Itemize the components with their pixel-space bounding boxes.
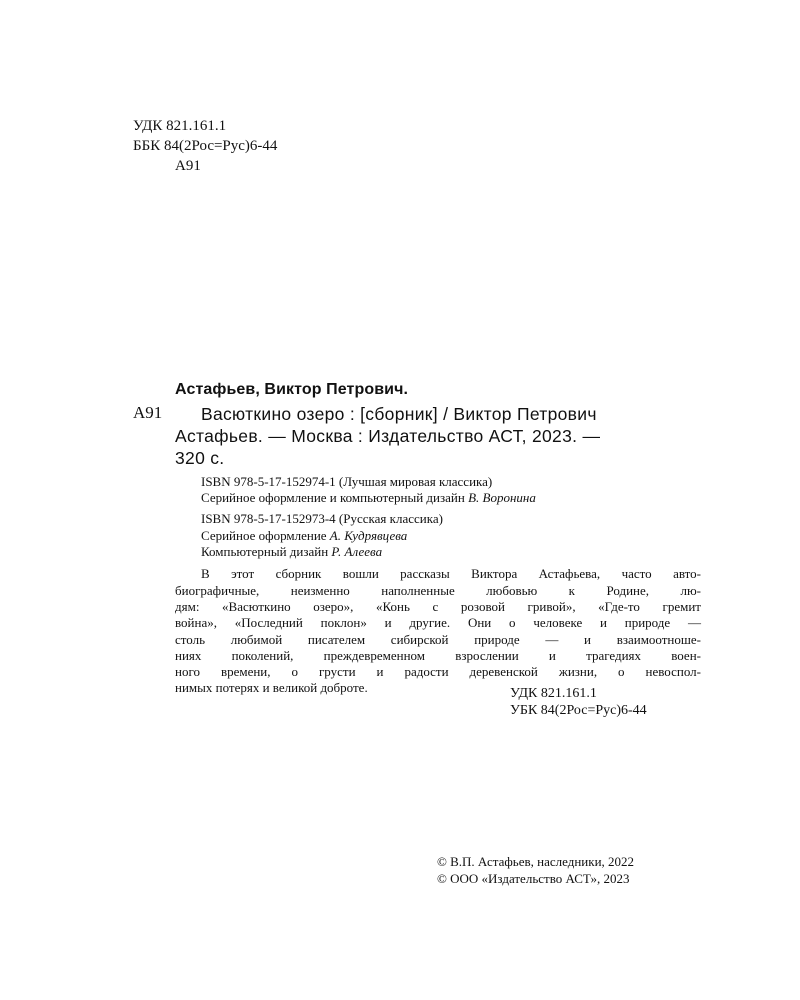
author-mark: А91 [175,158,201,174]
bibliographic-description-line: Васюткино озеро : [сборник] / Виктор Петрович [201,404,597,424]
designer-name: А. Кудрявцева [329,528,408,543]
design-credit-label: Компьютерный дизайн [201,544,332,559]
design-credit [201,489,536,506]
isbn-line: ISBN 978-5-17-152973-4 (Русская классика) [201,511,443,526]
annotation-line: война», «Последний поклон» и другие. Они о человеке и природе — [175,615,701,630]
annotation-line: ниях поколений, преждевременном взрослении и трагедиях воен- [175,648,701,663]
annotation-line: биографичные, неизменно наполненные любовью к Родине, лю- [175,583,701,598]
udk-code-bottom: УДК 821.161.1 [510,686,597,701]
design-credit [201,543,382,560]
annotation-line: В этот сборник вошли рассказы Виктора Астафьева, часто авто- [201,566,701,581]
annotation-line: дям: «Васюткино озеро», «Конь с розовой гривой», «Где-то гремит [175,599,701,614]
isbn-line: ISBN 978-5-17-152974-1 (Лучшая мировая классика) [201,474,493,489]
design-credit-label: Серийное оформление [201,528,330,543]
design-credit-label: Серийное оформление и компьютерный дизайн [201,490,469,505]
designer-name: Р. Алеева [331,544,383,559]
bibliographic-description-line: 320 с. [175,448,225,468]
copyright-line: © ООО «Издательство АСТ», 2023 [437,871,630,886]
bbk-code: ББК 84(2Рос=Рус)6-44 [133,138,278,154]
bibliographic-description-line: Астафьев. — Москва : Издательство АСТ, 2023. — [175,426,601,446]
designer-name: В. Воронина [468,490,536,505]
ubk-code-bottom: УБК 84(2Рос=Рус)6-44 [510,703,647,718]
design-credit [201,527,407,544]
annotation-line: столь любимой писателем сибирской природе — и взаимоотноше- [175,632,701,647]
udk-code: УДК 821.161.1 [133,118,227,134]
author-heading: Астафьев, Виктор Петрович. [175,381,409,398]
author-mark-side: А91 [133,403,163,422]
copyright-line: © В.П. Астафьев, наследники, 2022 [437,854,635,869]
annotation-line: ного времени, о грусти и радости деревенской жизни, о невоспол- [175,664,701,679]
annotation-line: нимых потерях и великой доброте. [175,680,368,695]
